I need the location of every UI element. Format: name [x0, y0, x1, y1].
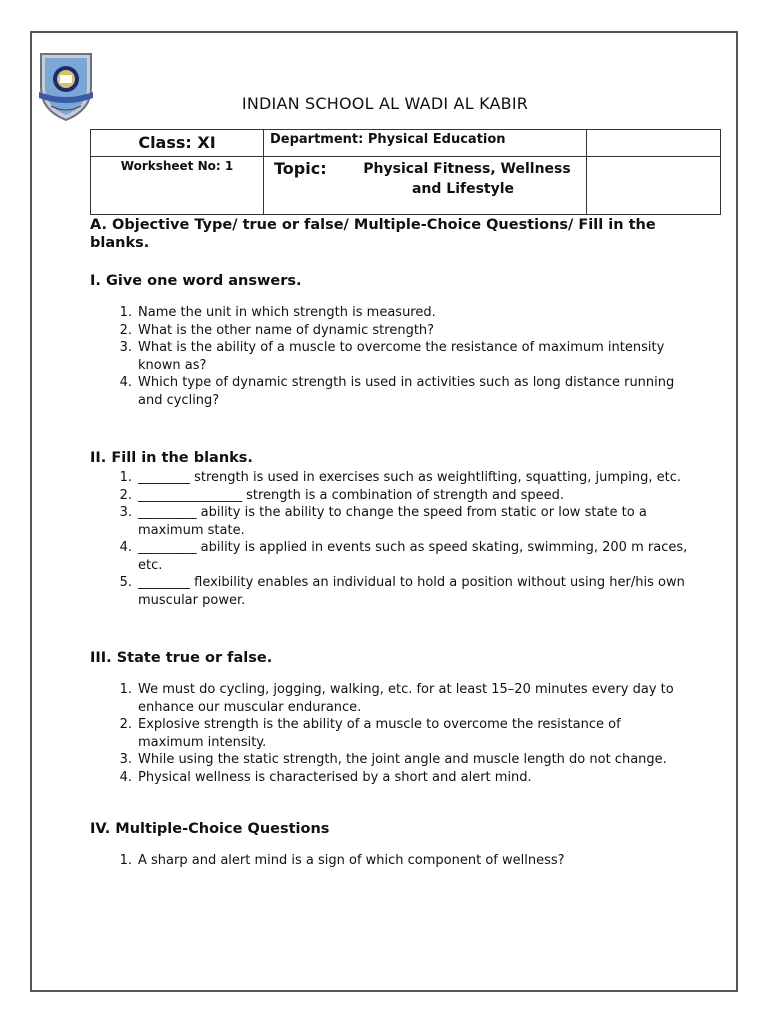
list-item: 2. Explosive strength is the ability of a muscle to overcome the resistance of maximum intensity.	[119, 717, 621, 750]
topic-label: Topic:	[274, 159, 327, 178]
header-table	[90, 129, 721, 215]
section-2-list	[90, 469, 690, 609]
section-4-title: IV. Multiple-Choice Questions	[90, 821, 330, 837]
department-label: Department: Physical Education	[264, 130, 587, 157]
list-item: 3. What is the ability of a muscle to overcome the resistance of maximum intensity known as?	[119, 340, 665, 373]
header-empty-cell-1	[587, 130, 721, 157]
section-1-list	[90, 304, 690, 409]
topic-line-2: and Lifestyle	[411, 181, 515, 197]
list-item: 2. ________________ strength is a combination of strength and speed.	[119, 487, 565, 503]
list-item: 5. ________ flexibility enables an individual to hold a position without using her/his own muscular power.	[119, 575, 685, 608]
section-a-title: A. Objective Type/ true or false/ Multiple-Choice Questions/ Fill in the blanks.	[90, 217, 656, 251]
section-1-title: I. Give one word answers.	[90, 273, 302, 289]
list-item: 1. ________ strength is used in exercises such as weightlifting, squatting, jumping, etc.	[119, 470, 682, 485]
section-2-title: II. Fill in the blanks.	[90, 450, 253, 466]
section-4-list	[90, 852, 690, 870]
worksheet-number: Worksheet No: 1	[91, 157, 264, 215]
header-empty-cell-2	[587, 157, 721, 215]
list-item: 1. We must do cycling, jogging, walking, etc. for at least 15–20 minutes every day to enhance our muscular endurance.	[119, 682, 674, 715]
school-name: INDIAN SCHOOL AL WADI AL KABIR	[241, 94, 529, 113]
list-item: 1. A sharp and alert mind is a sign of which component of wellness?	[119, 853, 565, 868]
worksheet-content	[90, 216, 690, 870]
topic-cell	[264, 157, 587, 215]
list-item: 4. _________ ability is applied in events such as speed skating, swimming, 200 m races, etc.	[119, 540, 688, 573]
list-item: 4. Physical wellness is characterised by a short and alert mind.	[119, 769, 532, 785]
section-3-list	[90, 681, 690, 786]
list-item: 1. Name the unit in which strength is measured.	[119, 305, 436, 320]
list-item: 3. While using the static strength, the joint angle and muscle length do not change.	[119, 752, 667, 767]
section-3-title: III. State true or false.	[90, 650, 273, 666]
list-item: 3. _________ ability is the ability to change the speed from static or low state to a maximum state.	[119, 505, 647, 538]
list-item: 4. Which type of dynamic strength is used in activities such as long distance running and cycling?	[119, 375, 675, 408]
topic-line-1: Physical Fitness, Wellness	[363, 161, 571, 177]
list-item: 2. What is the other name of dynamic strength?	[119, 322, 435, 338]
class-label: Class: XI	[91, 130, 264, 157]
